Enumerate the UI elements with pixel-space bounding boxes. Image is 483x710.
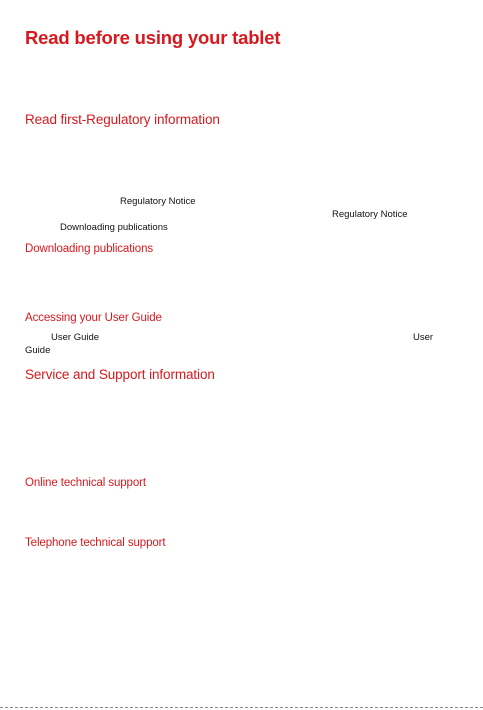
online-support-heading: Online technical support	[25, 477, 146, 489]
user-guide-ref: User Guide	[51, 332, 100, 343]
regulatory-notice-ref: Regulatory Notice	[332, 209, 408, 220]
downloading-heading: Downloading publications	[25, 243, 154, 255]
service-heading: Service and Support information	[25, 367, 215, 382]
regulatory-notice-ref: Regulatory Notice	[120, 196, 196, 207]
telephone-support-heading: Telephone technical support	[25, 537, 166, 549]
user-guide-ref: Guide	[25, 345, 51, 356]
page-title: Read before using your tablet	[25, 27, 281, 48]
page-bottom-rule	[0, 707, 483, 708]
user-guide-ref: User	[413, 332, 434, 343]
regulatory-heading: Read first-Regulatory information	[25, 112, 220, 127]
downloading-publications-ref: Downloading publications	[60, 222, 168, 233]
user-guide-heading: Accessing your User Guide	[25, 312, 162, 324]
